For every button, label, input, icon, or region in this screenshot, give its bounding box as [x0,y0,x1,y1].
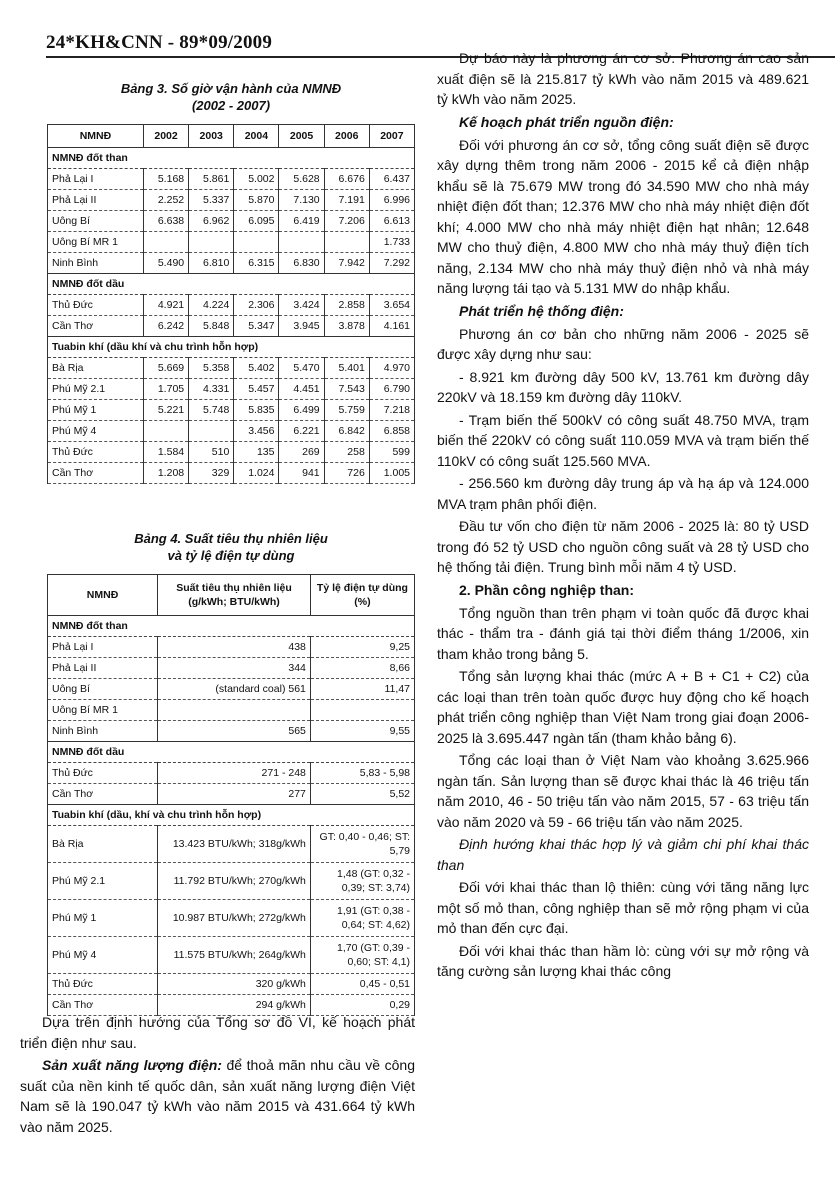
value-cell: 294 g/kWh [158,995,311,1016]
column-header: 2005 [279,125,324,148]
value-cell: 7.942 [324,253,369,274]
section-heading: Phát triển hệ thống điện: [459,302,624,319]
plant-name-cell: Uông Bí MR 1 [48,232,144,253]
value-cell: 320 g/kWh [158,974,311,995]
value-cell: 5.861 [189,169,234,190]
value-cell: 1,70 (GT: 0,39 - 0,60; ST: 4,1) [310,937,414,974]
value-cell: 7.206 [324,211,369,232]
inline-heading: Sản xuất năng lượng điện: [42,1057,222,1073]
value-cell: 6.962 [189,211,234,232]
value-cell: 2.858 [324,295,369,316]
value-cell: 11.792 BTU/kWh; 270g/kWh [158,863,311,900]
table-row [48,763,415,784]
group-row [48,274,415,295]
value-cell: 1.705 [143,379,188,400]
table4-caption: Bảng 4. Suất tiêu thụ nhiên liệu và tỷ lệ điện tự dùng [134,531,328,563]
value-cell: 4.331 [189,379,234,400]
value-cell: 329 [189,463,234,484]
value-cell: 6.676 [324,169,369,190]
group-label: NMNĐ đốt dầu [48,274,415,295]
value-cell: 1.005 [369,463,414,484]
value-cell: 5.470 [279,358,324,379]
table-row [48,900,415,937]
value-cell: 5.402 [234,358,279,379]
value-cell: 438 [158,637,311,658]
value-cell: 565 [158,721,311,742]
value-cell: 5,83 - 5,98 [310,763,414,784]
plant-name-cell: Cần Thơ [48,784,158,805]
section-heading: Kế hoạch phát triển nguồn điện: [459,113,674,130]
table-row [48,295,415,316]
group-row [48,742,415,763]
plant-name-cell: Phú Mỹ 1 [48,400,144,421]
list-item: - Trạm biến thế 500kV có công suất 48.750 MVA, trạm biến thế 220kV có công suất 110.059 MVA và trạm biến thế 110kV có công suất 125.560 MVA. [437,411,809,469]
plant-name-cell: Bà Rịa [48,358,144,379]
table-row [48,442,415,463]
group-label: Tuabin khí (dầu, khí và chu trình hỗn hợp) [48,805,415,826]
paragraph: Tổng sản lượng khai thác (mức A + B + C1 + C2) của các loại than trên toàn quốc được huy động cho kế hoạch phát triển công nghiệp than Việt Nam trong giai đoạn 2006-2025 là 3.695.447 ngàn tấn (tham khảo bảng 6). [437,668,809,746]
value-cell: 4.921 [143,295,188,316]
value-cell: 510 [189,442,234,463]
value-cell [310,700,414,721]
value-cell: 1.733 [369,232,414,253]
paragraph: Đối với khai thác than hầm lò: cùng với sự mở rộng và tăng cường sản lượng khai thác công [437,942,809,979]
value-cell: 4.224 [189,295,234,316]
value-cell: 9,25 [310,637,414,658]
value-cell: 344 [158,658,311,679]
value-cell: 5.628 [279,169,324,190]
value-cell: 5.759 [324,400,369,421]
table-row [48,358,415,379]
value-cell: 6.858 [369,421,414,442]
value-cell: 5.401 [324,358,369,379]
value-cell: 6.638 [143,211,188,232]
plant-name-cell: Thủ Đức [48,295,144,316]
value-cell: 277 [158,784,311,805]
value-cell: 11.575 BTU/kWh; 264g/kWh [158,937,311,974]
plant-name-cell: Cần Thơ [48,463,144,484]
value-cell: 6.810 [189,253,234,274]
plant-name-cell: Phú Mỹ 4 [48,937,158,974]
plant-name-cell: Phả Lại II [48,658,158,679]
value-cell: 4.451 [279,379,324,400]
value-cell: 941 [279,463,324,484]
value-cell: 3.654 [369,295,414,316]
value-cell [143,232,188,253]
value-cell: 5,52 [310,784,414,805]
value-cell: 2.252 [143,190,188,211]
value-cell: 3.456 [234,421,279,442]
table4 [47,574,415,1016]
table-row [48,232,415,253]
column-header: 2002 [143,125,188,148]
value-cell: 6.996 [369,190,414,211]
value-cell: 7.218 [369,400,414,421]
plant-name-cell: Phả Lại I [48,169,144,190]
value-cell [324,232,369,253]
value-cell: 1,48 (GT: 0,32 - 0,39; ST: 3,74) [310,863,414,900]
value-cell: 7.130 [279,190,324,211]
value-cell: 11,47 [310,679,414,700]
plant-name-cell: Phú Mỹ 2.1 [48,379,144,400]
plant-name-cell: Uông Bí [48,211,144,232]
value-cell: 6.499 [279,400,324,421]
value-cell: 269 [279,442,324,463]
paragraph: Đối với phương án cơ sở, tổng công suất điện sẽ được xây dựng thêm trong năm 2006 - 2015 kể cả điện nhập khẩu sẽ là 75.679 MW trong đó 34.590 MW cho nhà máy nhiệt điện đốt than; 12.376 MW cho nhà máy nhiệt điện đốt khí; 4.000 MW cho nhà máy nhiệt điện hạt nhân; 12.648 MW cho thuỷ điện, 4.800 MW cho nhà máy thuỷ điện tích năng, 2.134 MW cho nhà máy thuỷ điện nhỏ và nhà máy năng lượng tái tạo và 5.131 MW do nhập khẩu. [437,136,809,296]
value-cell: 6.095 [234,211,279,232]
paragraph: Tổng nguồn than trên phạm vi toàn quốc đã được khai thác - thẩm tra - đánh giá tại thời điểm tháng 1/2006, xin tham khảo trong bảng 5. [437,604,809,662]
value-cell: 1,91 (GT: 0,38 - 0,64; ST: 4,62) [310,900,414,937]
value-cell: 1.024 [234,463,279,484]
table-row [48,463,415,484]
value-cell: 4.970 [369,358,414,379]
value-cell: 5.002 [234,169,279,190]
value-cell: 6.830 [279,253,324,274]
value-cell [279,232,324,253]
list-item: - 256.560 km đường dây trung áp và hạ áp và 124.000 MVA trạm phân phối điện. [437,475,809,512]
value-cell: 3.878 [324,316,369,337]
group-label: NMNĐ đốt than [48,148,415,169]
value-cell: 0,29 [310,995,414,1016]
value-cell: 5.168 [143,169,188,190]
value-cell: 5.457 [234,379,279,400]
value-cell: 0,45 - 0,51 [310,974,414,995]
list-item: - 8.921 km đường dây 500 kV, 13.761 km đường dây 220kV và 18.159 km đường dây 110kV. [437,368,809,405]
column-header: 2003 [189,125,234,148]
value-cell: 135 [234,442,279,463]
paragraph: Phương án cơ bản cho những năm 2006 - 2025 sẽ được xây dựng như sau: [437,325,809,362]
table-row [48,421,415,442]
value-cell: 5.490 [143,253,188,274]
value-cell: 599 [369,442,414,463]
left-body-text [20,1012,415,1139]
value-cell: 8,66 [310,658,414,679]
value-cell: 6.419 [279,211,324,232]
column-header: 2004 [234,125,279,148]
paragraph: Dự báo này là phương án cơ sở. Phương án cao sản xuất điện sẽ là 215.817 tỷ kWh vào năm 2015 và 489.621 tỷ kWh vào năm 2025. [437,50,809,107]
value-cell: 258 [324,442,369,463]
table3-caption: Bảng 3. Số giờ vận hành của NMNĐ (2002 - 2007) [120,81,342,113]
value-cell: 5.835 [234,400,279,421]
value-cell: 5.221 [143,400,188,421]
plant-name-cell: Thủ Đức [48,763,158,784]
value-cell: 5.848 [189,316,234,337]
paragraph: Sản xuất năng lượng điện: để thoả mãn nhu cầu về công suất của nền kinh tế quốc dân, sản xuất năng lượng điện Việt Nam sẽ là 190.047 tỷ kWh vào năm 2015 và 431.664 tỷ kWh vào năm 2025. [20,1057,415,1135]
table-row [48,679,415,700]
plant-name-cell: Phú Mỹ 1 [48,900,158,937]
value-cell: 6.842 [324,421,369,442]
value-cell [158,700,311,721]
plant-name-cell: Phú Mỹ 2.1 [48,863,158,900]
group-row [48,616,415,637]
paragraph: Tổng các loại than ở Việt Nam vào khoảng 3.625.966 ngàn tấn. Sản lượng than sẽ được khai thác là 46 triệu tấn năm 2010, 46 - 50 triệu tấn vào năm 2015, 57 - 63 triệu tấn vào năm 2020 và 59 - 66 triệu tấn vào năm 2025. [437,752,809,830]
value-cell: 6.242 [143,316,188,337]
group-label: Tuabin khí (dầu khí và chu trình hỗn hợp) [48,337,415,358]
group-row [48,148,415,169]
paragraph: Dựa trên định hướng của Tổng sơ đồ VI, kế hoạch phát triển điện như sau. [20,1014,415,1051]
value-cell: 10.987 BTU/kWh; 272g/kWh [158,900,311,937]
section-heading: 2. Phần công nghiệp than: [459,581,634,598]
table-row [48,637,415,658]
group-label: NMNĐ đốt dầu [48,742,415,763]
value-cell: 7.292 [369,253,414,274]
value-cell: GT: 0,40 - 0,46; ST: 5,79 [310,826,414,863]
value-cell: 6.221 [279,421,324,442]
plant-name-cell: Ninh Bình [48,721,158,742]
value-cell: 6.437 [369,169,414,190]
table-row [48,169,415,190]
value-cell [189,421,234,442]
value-cell: 9,55 [310,721,414,742]
value-cell: 5.870 [234,190,279,211]
table-row [48,721,415,742]
table-row [48,784,415,805]
table-row [48,400,415,421]
table-row [48,316,415,337]
column-header: Tỷ lệ điện tự dùng (%) [310,575,414,616]
table-row [48,253,415,274]
value-cell: 5.337 [189,190,234,211]
value-cell: 7.191 [324,190,369,211]
plant-name-cell: Cần Thơ [48,995,158,1016]
table-row [48,379,415,400]
value-cell: 5.669 [143,358,188,379]
table-row [48,863,415,900]
value-cell: 271 - 248 [158,763,311,784]
value-cell [143,421,188,442]
table-row [48,211,415,232]
plant-name-cell: Thủ Đức [48,974,158,995]
column-header: 2006 [324,125,369,148]
plant-name-cell: Uông Bí [48,679,158,700]
table-row [48,658,415,679]
value-cell [234,232,279,253]
value-cell: 1.584 [143,442,188,463]
value-cell: 2.306 [234,295,279,316]
paragraph: Đầu tư vốn cho điện từ năm 2006 - 2025 là: 80 tỷ USD trong đó 52 tỷ USD cho nguồn công suất và 28 tỷ USD cho hệ thống tải điện. Trung bình mỗi năm 4 tỷ USD. [437,518,809,575]
value-cell: 4.161 [369,316,414,337]
plant-name-cell: Phả Lại II [48,190,144,211]
group-row [48,805,415,826]
right-column [437,48,809,984]
plant-name-cell: Phú Mỹ 4 [48,421,144,442]
value-cell: 3.945 [279,316,324,337]
plant-name-cell: Cần Thơ [48,316,144,337]
table-row [48,190,415,211]
value-cell: 6.315 [234,253,279,274]
column-header: NMNĐ [48,125,144,148]
group-row [48,337,415,358]
value-cell: 1.208 [143,463,188,484]
value-cell: 5.748 [189,400,234,421]
value-cell: (standard coal) 561 [158,679,311,700]
left-column [47,80,415,1016]
plant-name-cell: Ninh Bình [48,253,144,274]
section-heading: Định hướng khai thác hợp lý và giảm chi phí khai thác than [437,836,809,873]
paragraph: Đối với khai thác than lộ thiên: cùng với tăng năng lực một số mỏ than, công nghiệp than sẽ mở rộng phạm vi của mỏ than đến cực đại. [437,879,809,936]
group-label: NMNĐ đốt than [48,616,415,637]
table-row [48,974,415,995]
plant-name-cell: Uông Bí MR 1 [48,700,158,721]
journal-issue-title: 24*KH&CNN - 89*09/2009 [46,32,273,53]
column-header: NMNĐ [48,575,158,616]
value-cell: 5.347 [234,316,279,337]
table3 [47,124,415,484]
value-cell: 6.790 [369,379,414,400]
value-cell: 3.424 [279,295,324,316]
plant-name-cell: Thủ Đức [48,442,144,463]
table-row [48,700,415,721]
table-row [48,937,415,974]
plant-name-cell: Phả Lại I [48,637,158,658]
value-cell: 7.543 [324,379,369,400]
value-cell: 13.423 BTU/kWh; 318g/kWh [158,826,311,863]
value-cell: 5.358 [189,358,234,379]
value-cell: 6.613 [369,211,414,232]
plant-name-cell: Bà Rịa [48,826,158,863]
value-cell [189,232,234,253]
table-row [48,826,415,863]
column-header: 2007 [369,125,414,148]
column-header: Suất tiêu thụ nhiên liệu (g/kWh; BTU/kWh) [158,575,311,616]
value-cell: 726 [324,463,369,484]
